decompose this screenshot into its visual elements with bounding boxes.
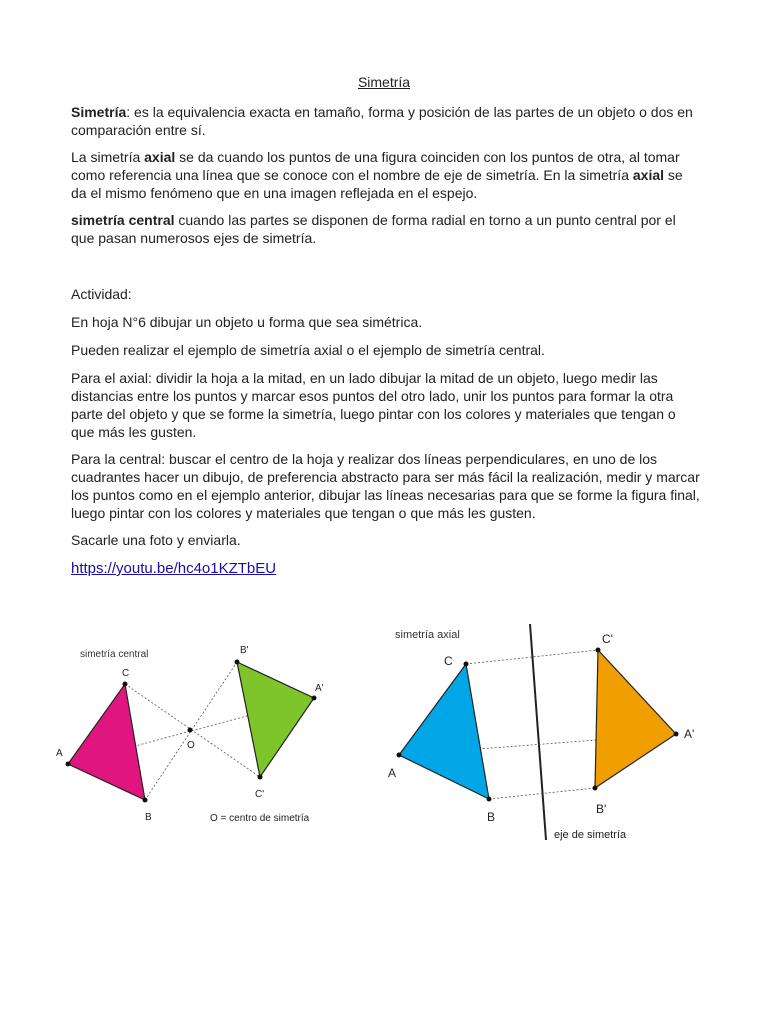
central-text: cuando las partes se disponen de forma radial en torno a un punto central por el que pasan numerosos ejes de simetría.	[71, 212, 676, 246]
activity-axial-instructions: Para el axial: dividir la hoja a la mitad, en un lado dibujar la mitad de un objeto, luego medir las distancias entre los puntos y marcar esos puntos del otro lado, unir los puntos para formar la otra parte del objeto y que se forme la simetría, luego pintar con los colores y materiales que tengan o que más les gusten.	[71, 370, 676, 440]
label-B-prime: B'	[240, 645, 249, 656]
term-axial-2: axial	[632, 167, 665, 183]
axial-triangle-image	[595, 650, 676, 788]
definition-text: : es la equivalencia exacta en tamaño, forma y posición de las partes de un objeto o dos en comparación entre sí.	[71, 104, 693, 138]
video-link-line	[71, 559, 701, 578]
label-A: A	[56, 748, 63, 759]
label-B: B	[487, 810, 496, 824]
axial-text-2: se da cuando los puntos de una figura coinciden con los puntos de otra, al tomar como referencia una línea que se conoce con el nombre de eje de simetría. En la simetría	[71, 149, 680, 183]
axial-text-1: La simetría	[71, 149, 145, 165]
label-A: A	[388, 766, 397, 780]
central-figure-label: simetría central	[80, 649, 149, 660]
youtube-link[interactable]: https://youtu.be/hc4o1KZTbEU	[71, 560, 277, 577]
activity-line-5: Sacarle una foto y enviarla.	[71, 532, 241, 548]
central-symmetry-figure	[50, 636, 340, 836]
central-triangle-image	[237, 662, 314, 777]
label-C-prime: C'	[255, 789, 265, 800]
definition-central	[71, 211, 701, 247]
axial-symmetry-figure	[382, 616, 712, 846]
label-B-prime: B'	[596, 802, 607, 816]
page-title: Simetría	[357, 74, 411, 90]
label-A-prime: A'	[684, 727, 695, 741]
activity-heading: Actividad:	[71, 286, 132, 302]
axial-figure-label: simetría axial	[395, 629, 460, 641]
activity-line-1: En hoja N°6 dibujar un objeto u forma que sea simétrica.	[71, 314, 423, 330]
label-O: O	[187, 740, 195, 751]
axis-label: eje de simetría	[554, 829, 627, 841]
axial-triangle-original	[399, 664, 489, 799]
term-central: simetría central	[71, 212, 175, 228]
central-triangle-original	[68, 684, 145, 800]
label-C: C	[444, 654, 453, 668]
definition-axial	[71, 148, 701, 202]
activity-line-2: Pueden realizar el ejemplo de simetría axial o el ejemplo de simetría central.	[71, 342, 545, 358]
label-A-prime: A'	[315, 683, 324, 694]
label-C: C	[122, 668, 130, 679]
axial-text-3: se da el mismo fenómeno que en una imagen reflejada en el espejo.	[71, 167, 683, 201]
term-simetria: Simetría	[71, 104, 127, 120]
definition-symmetry	[71, 103, 701, 139]
label-B: B	[145, 812, 152, 823]
label-C-prime: C'	[602, 632, 613, 646]
central-caption: O = centro de simetría	[210, 813, 310, 824]
term-axial: axial	[144, 149, 176, 165]
activity-central-instructions: Para la central: buscar el centro de la hoja y realizar dos líneas perpendiculares, en uno de los cuadrantes hacer un dibujo, de preferencia abstracto para ser más fácil la realización, medir y marcar los puntos como en el ejemplo anterior, dibujar las líneas necesarias para que se forme la figura final, luego pintar con los colores y materiales que tengan o que más les gusten.	[71, 451, 700, 521]
